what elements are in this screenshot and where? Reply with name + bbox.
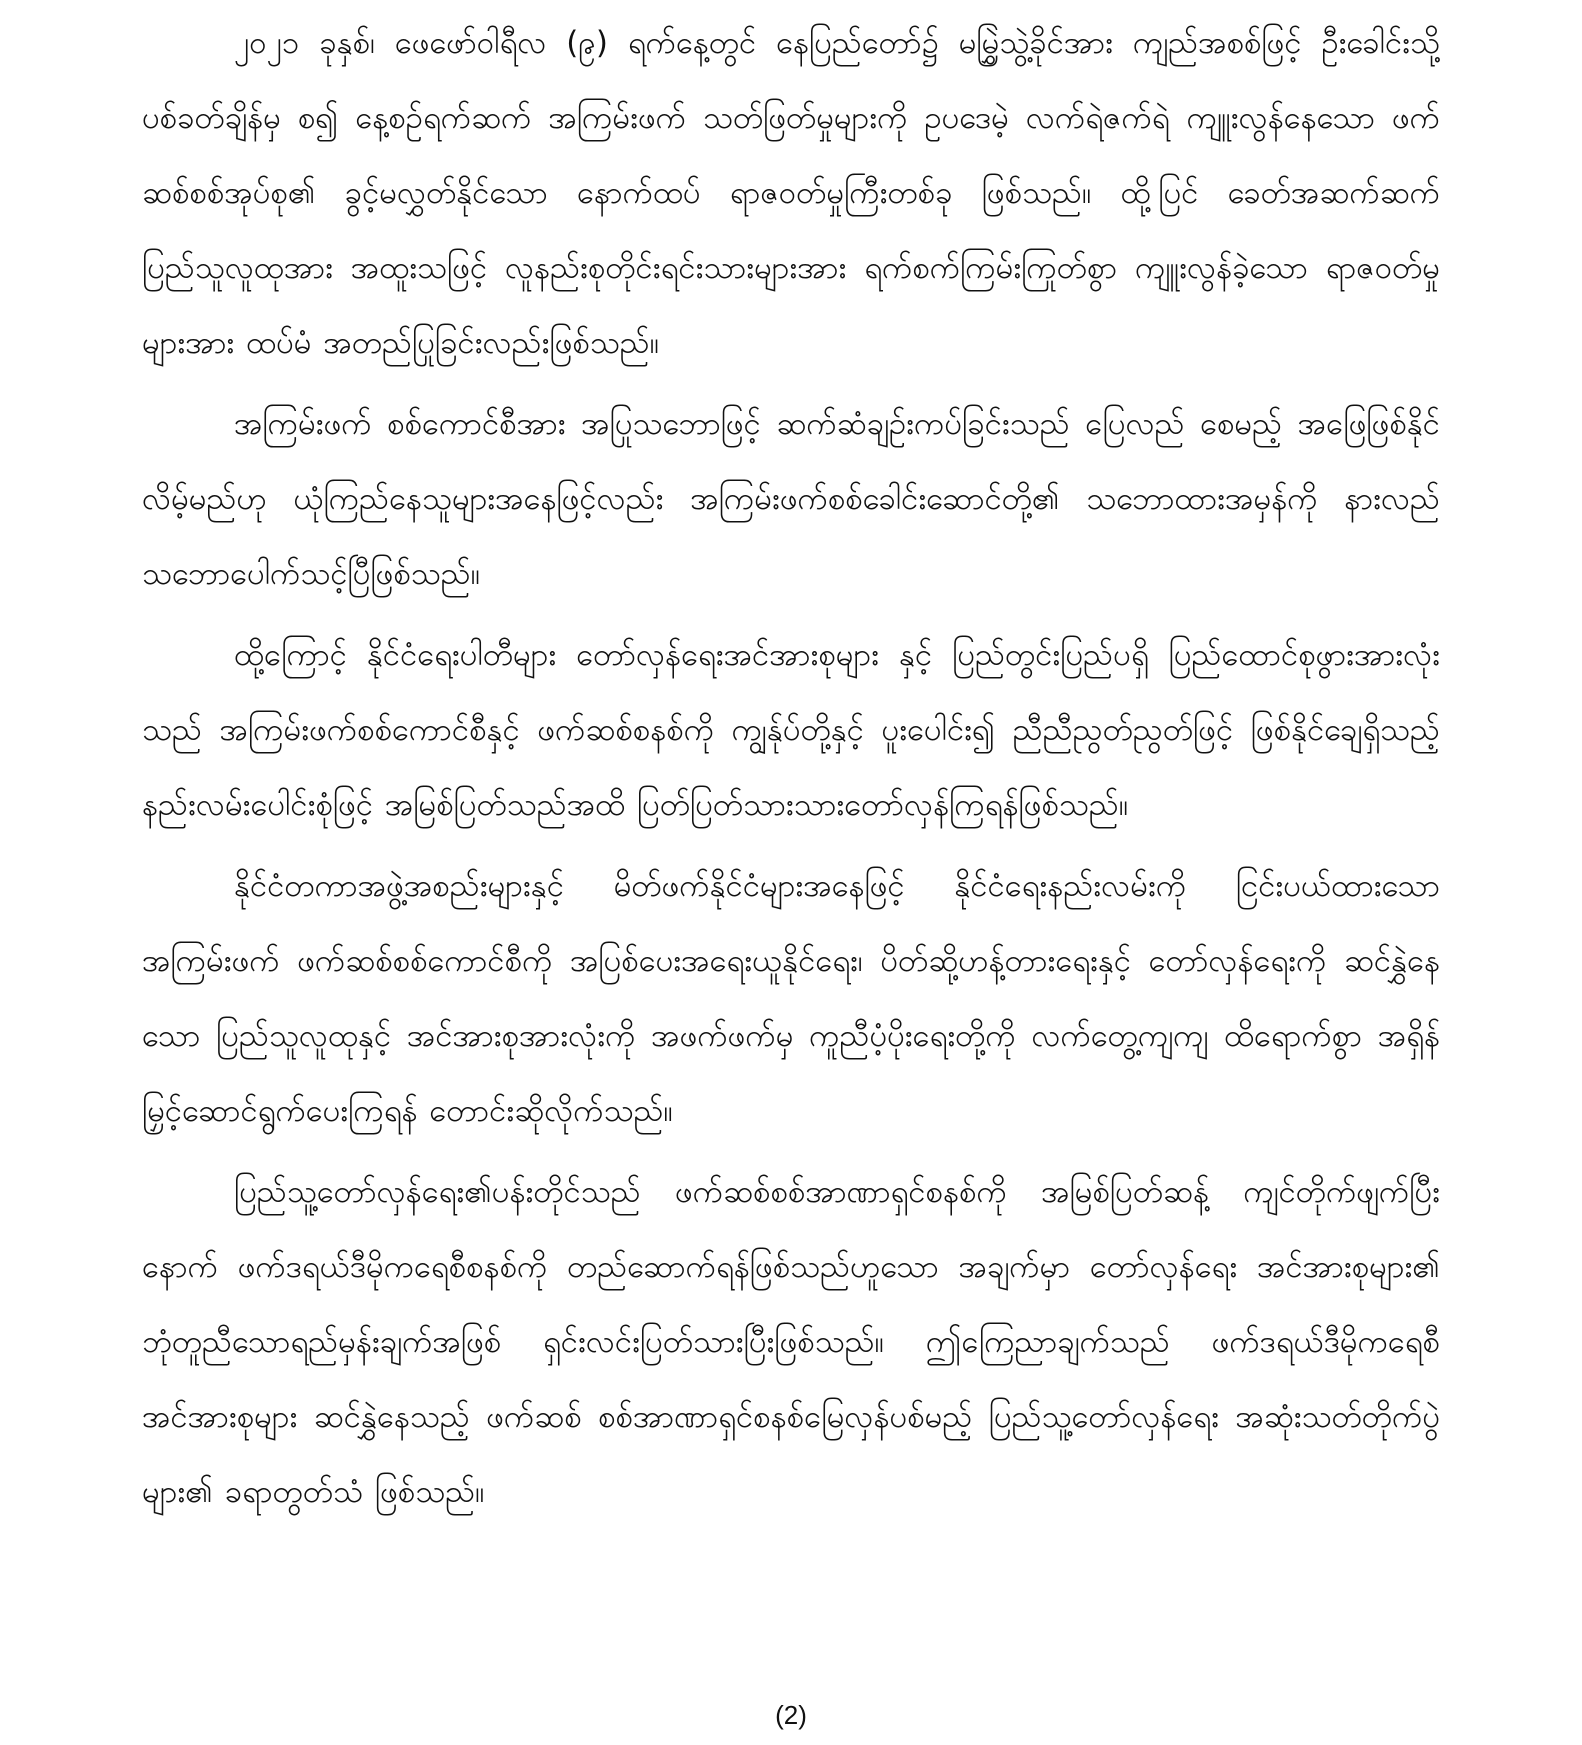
paragraph-5: ပြည်သူ့တော်လှန်ရေး၏ပန်းတိုင်သည် ဖက်ဆစ်စစ်အာဏာရှင်စနစ်ကို အမြစ်ပြတ်ဆန့် ကျင်တိုက်ဖျက်ပြီးနောက် ဖက်ဒရယ်ဒီမိုကရေစီစနစ်ကို တည်ဆောက်ရန်ဖြစ်သည်ဟူသော အချက်မှာ တော်လှန်ရေး အင်အားစုများ၏ ဘုံတူညီသောရည်မှန်းချက်အဖြစ် ရှင်းလင်းပြတ်သားပြီးဖြစ်သည်။ ဤကြေညာချက်သည် ဖက်ဒရယ်ဒီမိုကရေစီအင်အားစုများ ဆင်နွှဲနေသည့် ဖက်ဆစ် စစ်အာဏာရှင်စနစ်မြေလှန်ပစ်မည့် ပြည်သူ့တော်လှန်ရေး အဆုံးသတ်တိုက်ပွဲများ၏ ခရာတွတ်သံ ဖြစ်သည်။ (142, 1174, 1440, 1510)
paragraph-2: အကြမ်းဖက် စစ်ကောင်စီအား အပြုသဘောဖြင့် ဆက်ဆံချဉ်းကပ်ခြင်းသည် ပြေလည် စေမည့် အဖြေဖြစ်နိုင်လိမ့်မည်ဟု ယုံကြည်နေသူများအနေဖြင့်လည်း အကြမ်းဖက်စစ်ခေါင်းဆောင်တို့၏ သဘောထားအမှန်ကို နားလည်သဘောပေါက်သင့်ပြီဖြစ်သည်။ (142, 406, 1440, 592)
document-body (142, 6, 1440, 1536)
paragraph-1: ၂၀၂၁ ခုနှစ်၊ ဖေဖော်ဝါရီလ (၉) ရက်နေ့တွင် နေပြည်တော်၌ မမြွှဲသွဲ့ခိုင်အား ကျည်အစစ်ဖြင့် ဦးခေါင်းသို့ ပစ်ခတ်ချိန်မှ စ၍ နေ့စဉ်ရက်ဆက် အကြမ်းဖက် သတ်ဖြတ်မှုများကို ဥပဒေမဲ့ လက်ရဲဇက်ရဲ ကျူးလွန်နေသော ဖက်ဆစ်စစ်အုပ်စု၏ ခွင့်မလွှတ်နိုင်သော နောက်ထပ် ရာဇဝတ်မှုကြီးတစ်ခု ဖြစ်သည်။ ထို့ပြင် ခေတ်အဆက်ဆက် ပြည်သူလူထုအား အထူးသဖြင့် လူနည်းစုတိုင်းရင်းသားများအား ရက်စက်ကြမ်းကြုတ်စွာ ကျူးလွန်ခဲ့သော ရာဇဝတ်မှုများအား ထပ်မံ အတည်ပြုခြင်းလည်းဖြစ်သည်။ (142, 25, 1440, 361)
paragraph-4: နိုင်ငံတကာအဖွဲ့အစည်းများနှင့် မိတ်ဖက်နိုင်ငံများအနေဖြင့် နိုင်ငံရေးနည်းလမ်းကို ငြင်းပယ်ထားသော အကြမ်းဖက် ဖက်ဆစ်စစ်ကောင်စီကို အပြစ်ပေးအရေးယူနိုင်ရေး၊ ပိတ်ဆို့ဟန့်တားရေးနှင့် တော်လှန်ရေးကို ဆင်နွှဲနေသော ပြည်သူလူထုနှင့် အင်အားစုအားလုံးကို အဖက်ဖက်မှ ကူညီပံ့ပိုးရေးတို့ကို လက်တွေ့ကျကျ ထိရောက်စွာ အရှိန်မြှင့်ဆောင်ရွက်ပေးကြရန် တောင်းဆိုလိုက်သည်။ (142, 868, 1440, 1129)
page-number: (2) (775, 1700, 807, 1730)
paragraph-3: ထို့ကြောင့် နိုင်ငံရေးပါတီများ တော်လှန်ရေးအင်အားစုများ နှင့် ပြည်တွင်းပြည်ပရှိ ပြည်ထောင်စုဖွားအားလုံးသည် အကြမ်းဖက်စစ်ကောင်စီနှင့် ဖက်ဆစ်စနစ်ကို ကျွန်ုပ်တို့နှင့် ပူးပေါင်း၍ ညီညီညွတ်ညွတ်ဖြင့် ဖြစ်နိုင်ချေရှိသည့် နည်းလမ်းပေါင်းစုံဖြင့် အမြစ်ပြတ်သည်အထိ ပြတ်ပြတ်သားသားတော်လှန်ကြရန်ဖြစ်သည်။ (142, 637, 1440, 823)
